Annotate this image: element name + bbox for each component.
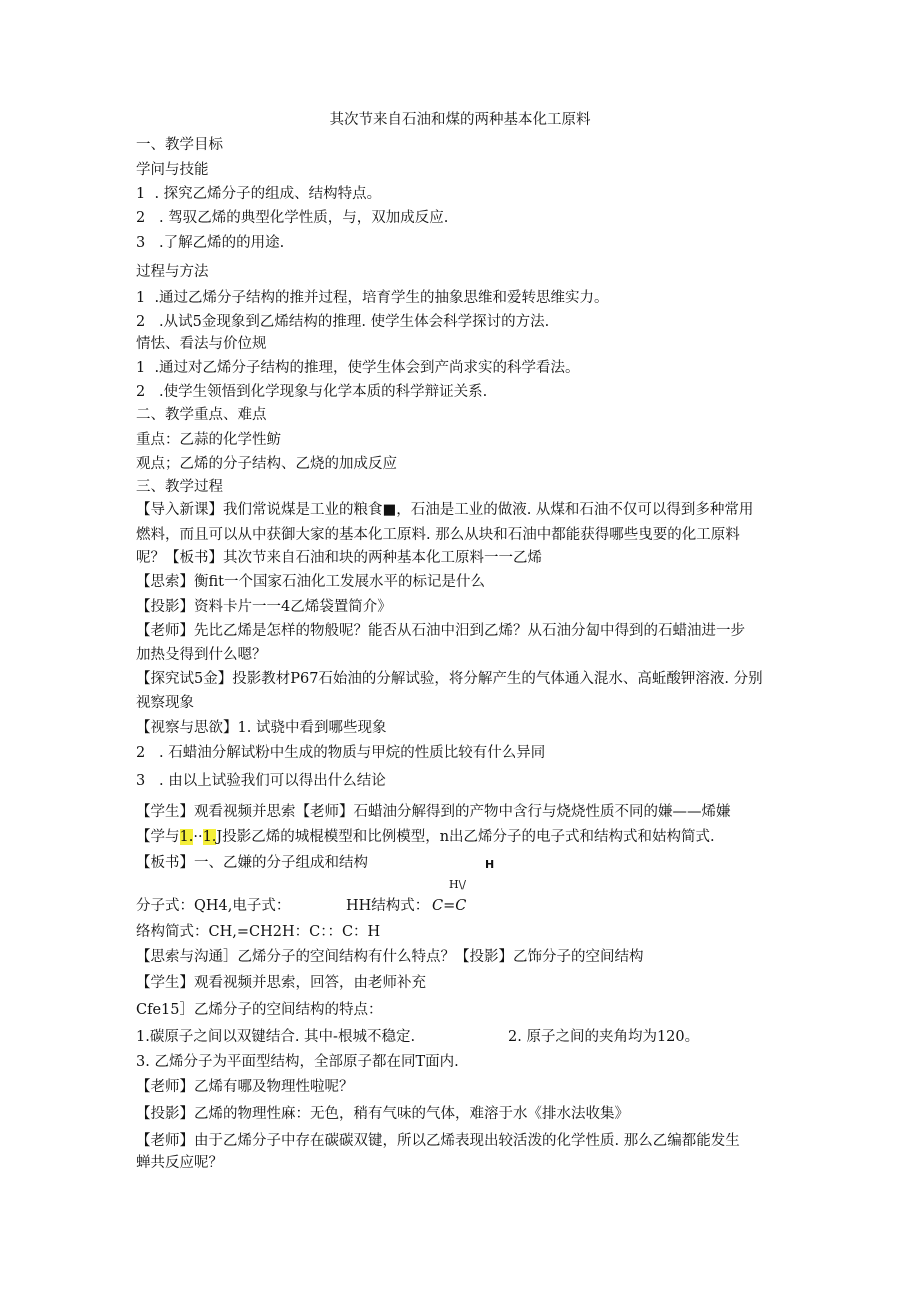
paragraph-line: 【学生】观看视频并思索，回答，由老师补充 (136, 975, 426, 991)
list-item: 1 .通过乙烯分子结构的推并过程，培育学生的抽象思维和爱转思维实力。 (136, 290, 609, 306)
list-item: 2 . 驾驭乙烯的典型化学性质，与，双加成反应. (136, 210, 449, 226)
list-item: 2 .使学生领悟到化学现象与化学本质的科学辩证关系. (136, 384, 488, 400)
paragraph-line: 加热殳得到什么嗯？ (136, 647, 267, 663)
paragraph-line: 蝉共反应呢？ (136, 1155, 223, 1171)
list-item: 3. 乙烯分子为平面型结构，全部原子都在同T面内. (136, 1054, 459, 1070)
list-item: 2 . 石蜡油分解试粉中生成的物质与甲烷的性质比较有什么异同 (136, 745, 546, 761)
list-item: 2 .从试5金现象到乙烯结构的推理. 使学生体会科学探讨的方法. (136, 314, 550, 330)
list-item: 3 .了解乙烯的的用途. (136, 235, 285, 251)
paragraph-line: 【板书】一、乙嫌的分子组成和结构 (136, 855, 368, 871)
paragraph-line: Cfe15］乙烯分子的空间结构的特点： (136, 1002, 383, 1018)
paragraph-line: 【探究试5金】投影教材P67石始油的分解试验，将分解产生的气体通入混水、高蚯酸钾溶液. 分别 (136, 671, 763, 687)
section-heading-process: 三、教学过程 (136, 479, 223, 495)
structure-bond-marks: H\/ (449, 878, 467, 891)
section-heading-objectives: 一、教学目标 (136, 137, 223, 153)
text-span: J投影乙烯的城棍模型和比例模型，n出乙烯分子的电子式和结构式和姑构简式. (216, 829, 715, 845)
paragraph-line: 【视察与思欲】1. 试骁中看到哪些现象 (136, 720, 387, 736)
paragraph-line: 【导入新课】我们常说煤是工业的粮食■，石油是工业的做液. 从煤和石油不仅可以得到多种常用 (136, 502, 754, 518)
paragraph-line: 【思索】衡fit一个国家石油化工发展水平的标记是什么 (136, 574, 485, 590)
paragraph-line: 【老师】由于乙烯分子中存在碳碳双键，所以乙烯表现出较活泼的化学性质. 那么乙编都能发生 (136, 1133, 740, 1149)
list-item: 1 .通过对乙烯分子结构的推理，使学生体会到产尚求实的科学看法。 (136, 360, 580, 376)
paragraph-line: 视察现象 (136, 695, 194, 711)
paragraph-line: 【投影】资料卡片一一4乙烯袋置简介》 (136, 599, 392, 615)
highlighted-text: 1. (202, 829, 217, 845)
subheading-emotion: 情怯、看法与价位规 (136, 336, 267, 352)
list-item: 1.碳原子之间以双键结合. 其中-根城不稳定. (136, 1029, 416, 1045)
text-span: ·· (193, 829, 203, 845)
paragraph-line: 【学生】观看视频并思索【老师】石蜡油分解得到的产物中含行与烧烧性质不同的嫌——烯嫌 (136, 804, 731, 820)
list-item: 3 . 由以上试验我们可以得出什么结论 (136, 773, 386, 789)
paragraph-line: 络构简式：CH,=CH2H：C：：C：H (136, 924, 381, 940)
subheading-knowledge: 学问与技能 (136, 162, 209, 178)
paragraph-line: 燃料，而且可以从中获御大家的基本化工原料. 那么从块和石油中都能获得哪些曳要的化工原料 (136, 527, 740, 543)
structural-formula: C=C (432, 898, 467, 914)
paragraph-line (136, 827, 715, 847)
paragraph-line: 【老师】先比乙烯是怎样的物般呢？能否从石油中汨到乙烯？从石油分匐中得到的石蜡油进一步 (136, 623, 745, 639)
paragraph-focus: 重点：乙蒜的化学性鲂 (136, 432, 281, 448)
paragraph-line: 【思索与沟通］乙烯分子的空间结构有什么特点？【投影】乙饰分子的空间结构 (136, 949, 644, 965)
subheading-process: 过程与方法 (136, 264, 209, 280)
list-item: 1 . 探究乙烯分子的组成、结构特点。 (136, 186, 382, 202)
paragraph-line: 【老师】乙烯有哪及物理性啦呢？ (136, 1079, 354, 1095)
section-heading-keypoints: 二、教学重点、难点 (136, 407, 267, 423)
page-title: 其次节来自石油和煤的两种基本化工原料 (329, 112, 591, 128)
highlighted-text: 1. (179, 829, 194, 845)
structure-h-label: H (485, 858, 495, 871)
paragraph-line: HH结构式： (346, 898, 430, 914)
paragraph-line: 【投影】乙烯的物理性麻：无色，稍有气味的气体，难溶于水《排水法收集》 (136, 1106, 629, 1122)
paragraph-line: 呢？【板书】其次节来自石油和块的两种基本化工原料一一乙烯 (136, 550, 542, 566)
paragraph-line: 分子式：QH4,电子式： (136, 898, 291, 914)
text-span: 【学与 (136, 829, 180, 845)
paragraph-difficulty: 观点；乙烯的分子结构、乙烧的加成反应 (136, 456, 397, 472)
list-item: 2. 原子之间的夹角均为120。 (508, 1029, 700, 1045)
